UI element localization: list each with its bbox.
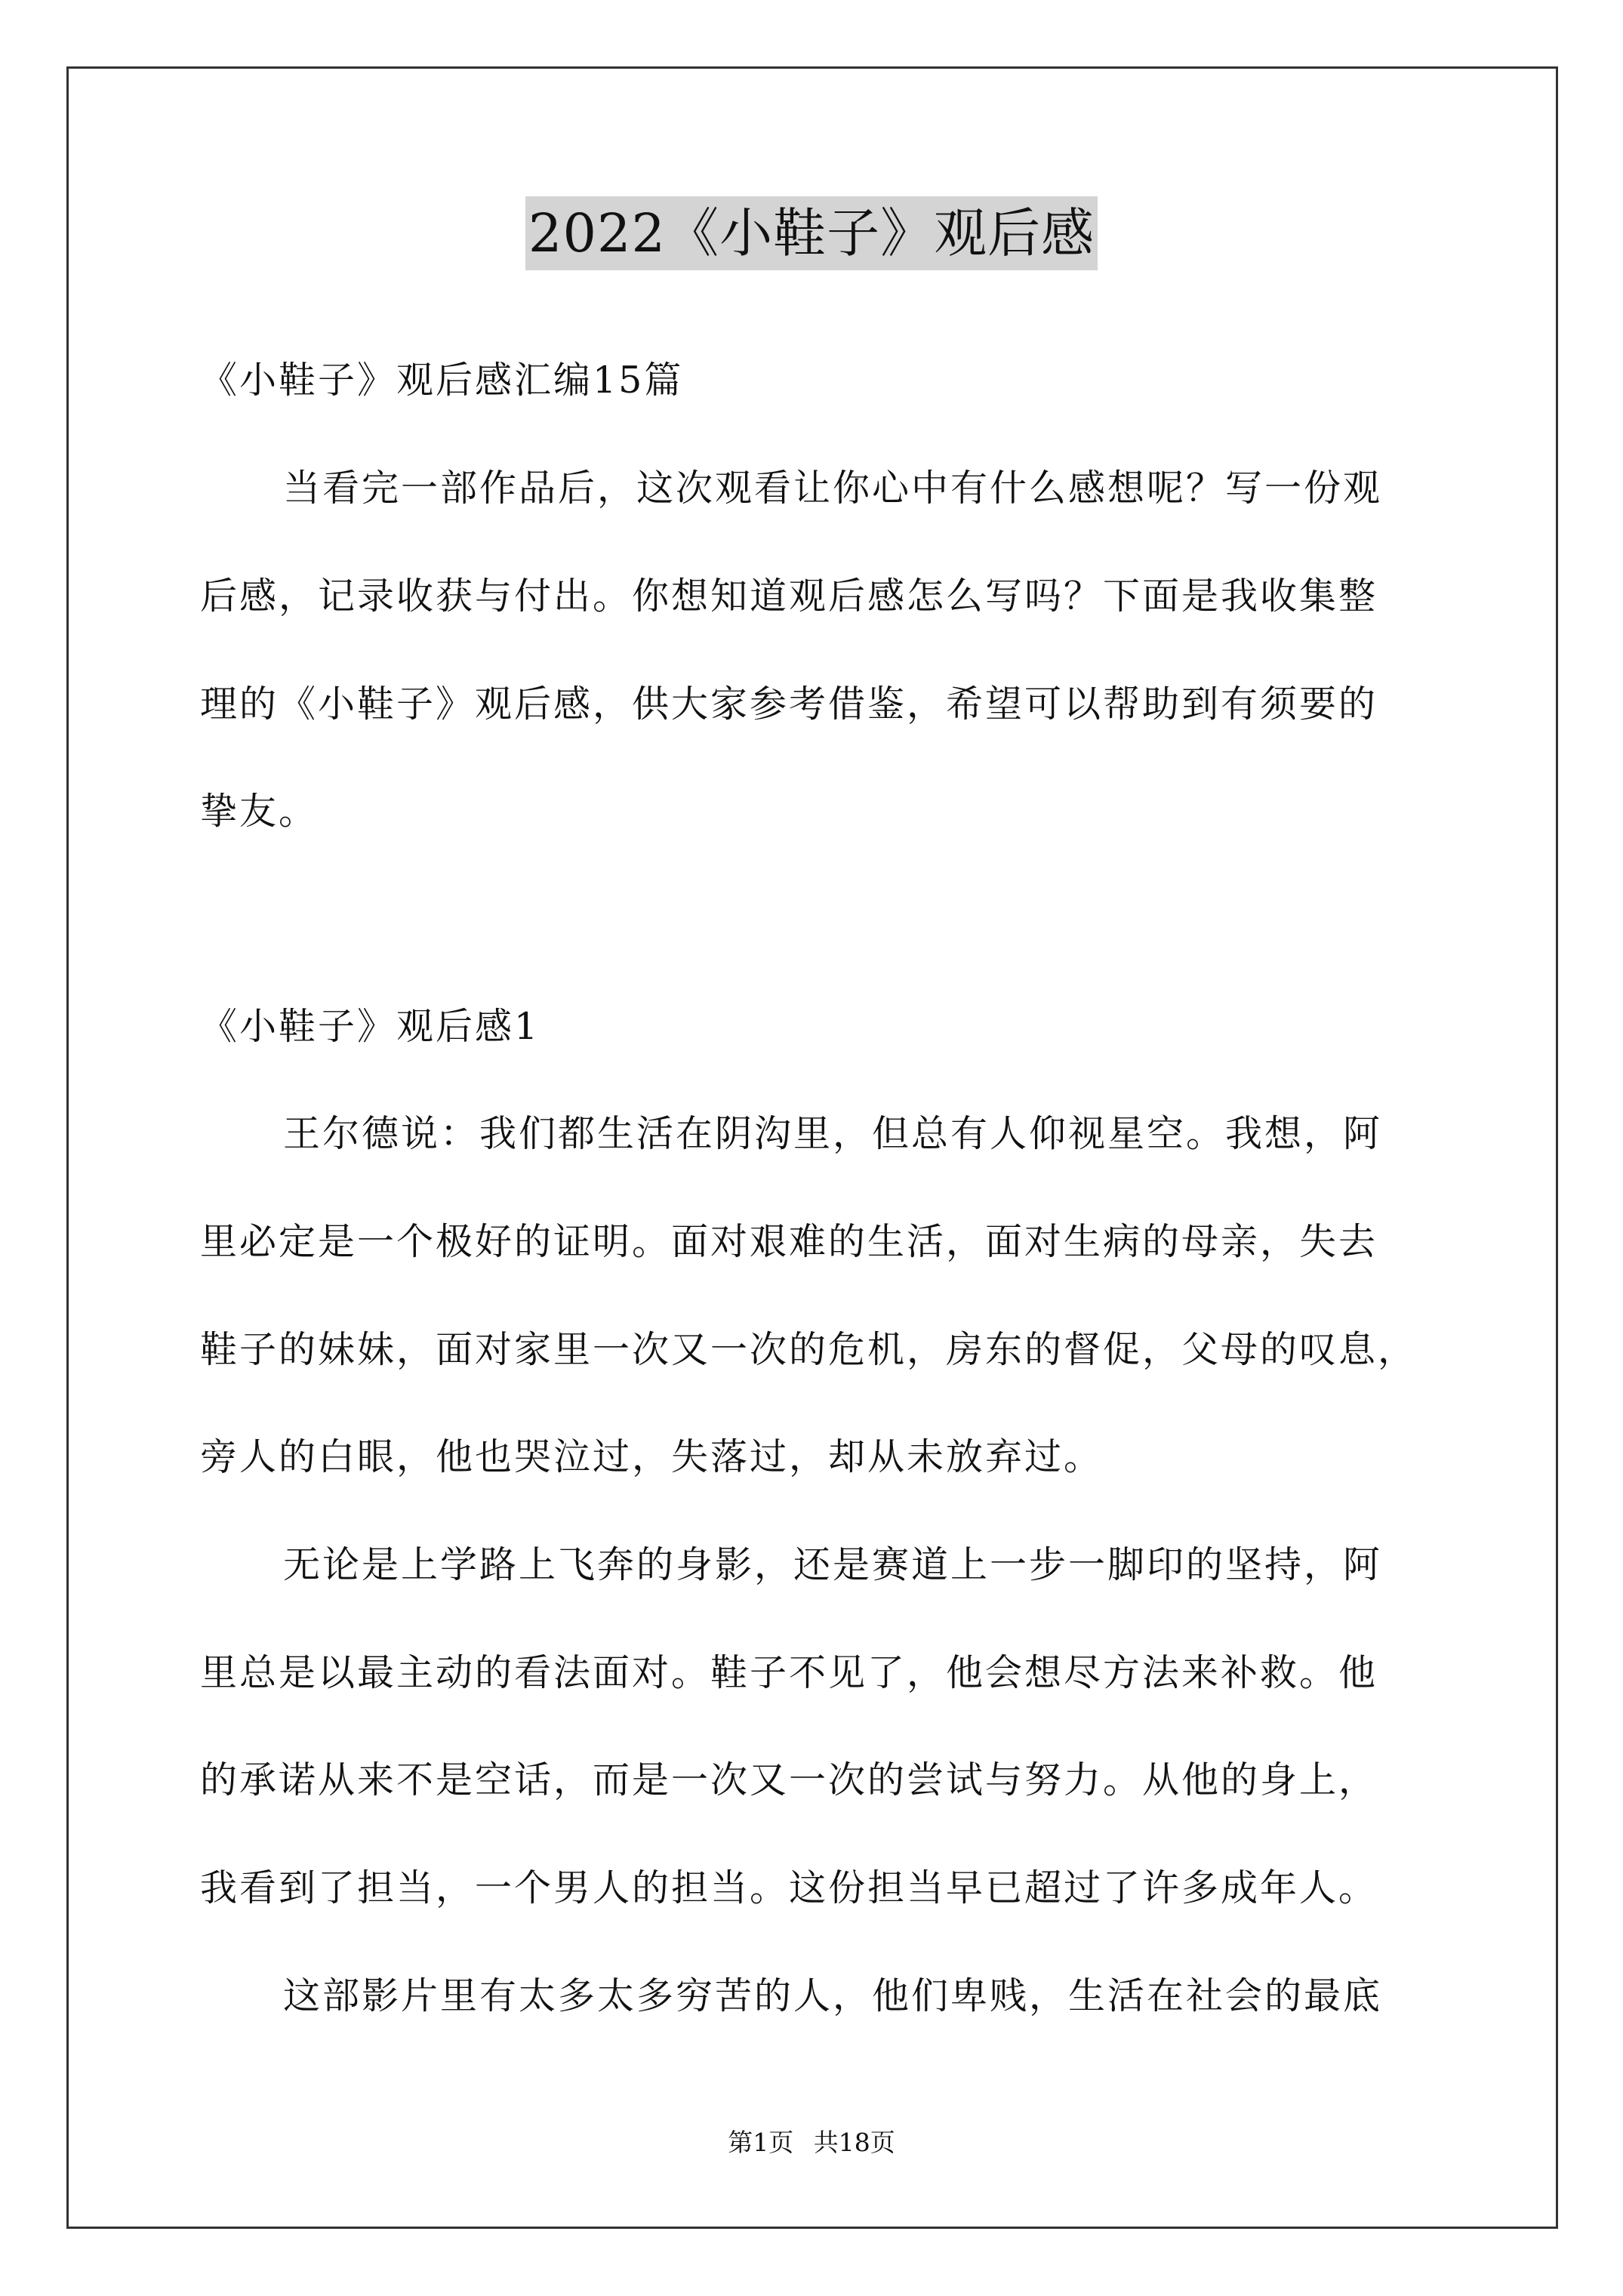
section-heading-1: 《小鞋子》观后感1: [200, 1005, 540, 1048]
document-title: 2022《小鞋子》观后感: [525, 196, 1098, 270]
para1-line-2: 里必定是一个极好的证明。面对艰难的生活，面对生病的母亲，失去: [200, 1220, 1378, 1263]
para2-line-4: 我看到了担当，一个男人的担当。这份担当早已超过了许多成年人。: [200, 1866, 1378, 1909]
page-number-total: 共18页: [813, 2128, 895, 2157]
intro-line-4: 挚友。: [200, 790, 319, 833]
para2-line-3: 的承诺从来不是空话，而是一次又一次的尝试与努力。从他的身上，: [200, 1758, 1378, 1801]
title-container: [0, 196, 1623, 270]
document-subtitle: 《小鞋子》观后感汇编15篇: [200, 359, 684, 402]
para1-line-1: 王尔德说：我们都生活在阴沟里，但总有人仰视星空。我想，阿: [283, 1112, 1383, 1155]
page-number-current: 第1页: [728, 2128, 794, 2157]
para2-line-1: 无论是上学路上飞奔的身影，还是赛道上一步一脚印的坚持，阿: [283, 1543, 1383, 1586]
page-footer: [0, 2128, 1623, 2158]
intro-line-3: 理的《小鞋子》观后感，供大家参考借鉴，希望可以帮助到有须要的: [200, 683, 1378, 726]
intro-line-2: 后感，记录收获与付出。你想知道观后感怎么写吗？下面是我收集整: [200, 575, 1378, 618]
para3-line-1: 这部影片里有太多太多穷苦的人，他们卑贱，生活在社会的最底: [283, 1974, 1383, 2017]
para1-line-3: 鞋子的妹妹，面对家里一次又一次的危机，房东的督促，父母的叹息，: [200, 1328, 1418, 1371]
intro-line-1: 当看完一部作品后，这次观看让你心中有什么感想呢？写一份观: [283, 467, 1383, 510]
para2-line-2: 里总是以最主动的看法面对。鞋子不见了，他会想尽方法来补救。他: [200, 1651, 1378, 1694]
para1-line-4: 旁人的白眼，他也哭泣过，失落过，却从未放弃过。: [200, 1435, 1104, 1478]
